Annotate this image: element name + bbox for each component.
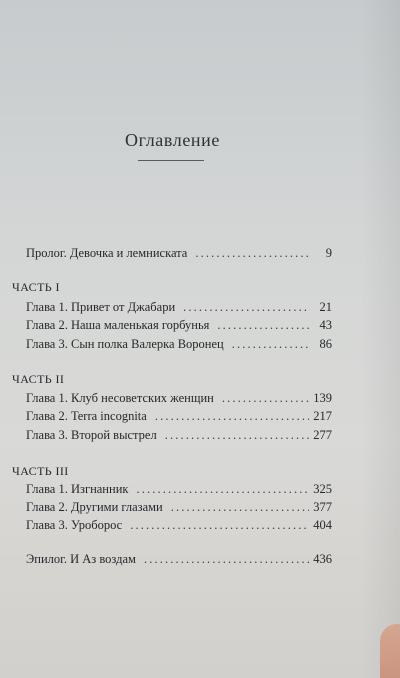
toc-entry-page: 325: [313, 482, 332, 496]
toc-entry-part2-chapter1[interactable]: [26, 391, 332, 409]
part-heading-3: ЧАСТЬ III: [12, 464, 69, 478]
toc-entry-part1-chapter3[interactable]: [26, 337, 332, 355]
toc-leader-dots: [165, 428, 310, 443]
toc-entry-page: 277: [313, 428, 332, 442]
toc-leader-dots: [171, 500, 310, 515]
page-title: Оглавление: [125, 130, 220, 150]
finger-edge: [380, 624, 400, 678]
part-heading-2: ЧАСТЬ II: [12, 372, 65, 386]
toc-entry-page: 43: [319, 318, 332, 332]
toc-entry-label: Глава 3. Второй выстрел: [26, 428, 157, 442]
toc-entry-page: 21: [319, 300, 332, 314]
toc-entry-label: Глава 2. Другими глазами: [26, 500, 163, 514]
toc-entry-page: 86: [319, 337, 332, 351]
toc-entry-label: Глава 1. Привет от Джабари: [26, 300, 176, 314]
toc-entry-page: 217: [313, 409, 332, 423]
toc-entry-prologue[interactable]: [26, 246, 332, 264]
part-heading-1: ЧАСТЬ I: [12, 280, 60, 294]
toc-entry-label: Глава 1. Клуб несоветских женщин: [26, 391, 214, 405]
toc-entry-page: 377: [313, 500, 332, 514]
toc-entry-part1-chapter1[interactable]: [26, 300, 332, 318]
toc-entry-part3-chapter2[interactable]: [26, 500, 332, 518]
toc-entry-label: Пролог. Девочка и лемниската: [26, 246, 188, 260]
toc-entry-part3-chapter1[interactable]: [26, 482, 332, 500]
toc-entry-page: 404: [313, 518, 332, 532]
title-underline: [138, 160, 204, 161]
toc-entry-label: Глава 1. Изгнанник: [26, 482, 129, 496]
toc-leader-dots: [155, 409, 309, 424]
toc-entry-label: Эпилог. И Аз воздам: [26, 552, 136, 566]
toc-leader-dots: [136, 482, 309, 497]
toc-entry-page: 139: [313, 391, 332, 405]
toc-entry-part2-chapter2[interactable]: [26, 409, 332, 427]
toc-leader-dots: [222, 391, 309, 406]
toc-entry-page: 436: [313, 552, 332, 566]
toc-leader-dots: [183, 300, 310, 315]
toc-entry-epilogue[interactable]: [26, 552, 332, 570]
page-edge-shadow: [360, 0, 400, 678]
toc-entry-part3-chapter3[interactable]: [26, 518, 332, 536]
toc-entry-label: Глава 3. Уроборос: [26, 518, 123, 532]
toc-entry-label: Глава 2. Наша маленькая горбунья: [26, 318, 210, 332]
toc-entry-part1-chapter2[interactable]: [26, 318, 332, 336]
toc-entry-page: 9: [325, 246, 332, 260]
toc-leader-dots: [130, 518, 309, 533]
toc-leader-dots: [195, 246, 310, 261]
toc-leader-dots: [144, 552, 309, 567]
toc-entry-label: Глава 3. Сын полка Валерка Воронец: [26, 337, 224, 351]
toc-entry-label: Глава 2. Terra incognita: [26, 409, 147, 423]
toc-leader-dots: [217, 318, 310, 333]
toc-leader-dots: [232, 337, 310, 352]
toc-entry-part2-chapter3[interactable]: [26, 428, 332, 446]
